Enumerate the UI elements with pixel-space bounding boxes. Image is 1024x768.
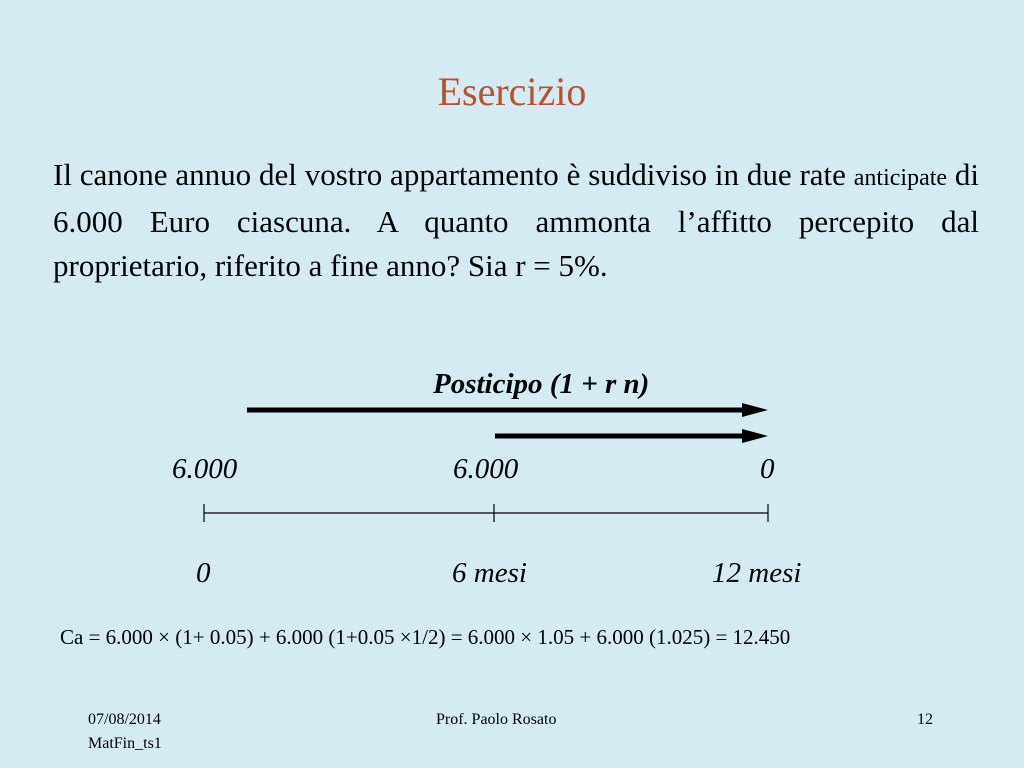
- slide-title: Esercizio: [437, 69, 587, 114]
- problem-text-anticipate: anticipate: [853, 165, 948, 191]
- problem-text-part2: di 6.000 Euro ciascuna. A quanto ammonta l’affitto percepito dal proprietario, riferito a fine anno? Sia r = 5%.: [53, 157, 980, 283]
- short-arrow-head: [742, 429, 768, 443]
- long-arrow-head: [742, 403, 768, 417]
- page-number: 12: [917, 711, 933, 728]
- time-label-0: 0: [196, 557, 211, 589]
- footer-file: MatFin_ts1: [88, 735, 162, 752]
- amount-at-12: 0: [760, 453, 775, 485]
- problem-text-part1: Il canone annuo del vostro appartamento è suddiviso in due rate: [53, 157, 854, 192]
- amount-at-6: 6.000: [453, 453, 519, 485]
- footer-author: Prof. Paolo Rosato: [436, 711, 557, 728]
- formula: Ca = 6.000 × (1+ 0.05) + 6.000 (1+0.05 ×1/2) = 6.000 × 1.05 + 6.000 (1.025) = 12.450: [60, 625, 791, 649]
- time-label-12: 12 mesi: [712, 557, 802, 589]
- time-label-6: 6 mesi: [452, 557, 527, 589]
- footer-left: [88, 708, 162, 756]
- arrow-label: Posticipo (1 + r n): [433, 368, 650, 400]
- amount-at-0: 6.000: [172, 453, 238, 485]
- footer-date: 07/08/2014: [88, 711, 161, 728]
